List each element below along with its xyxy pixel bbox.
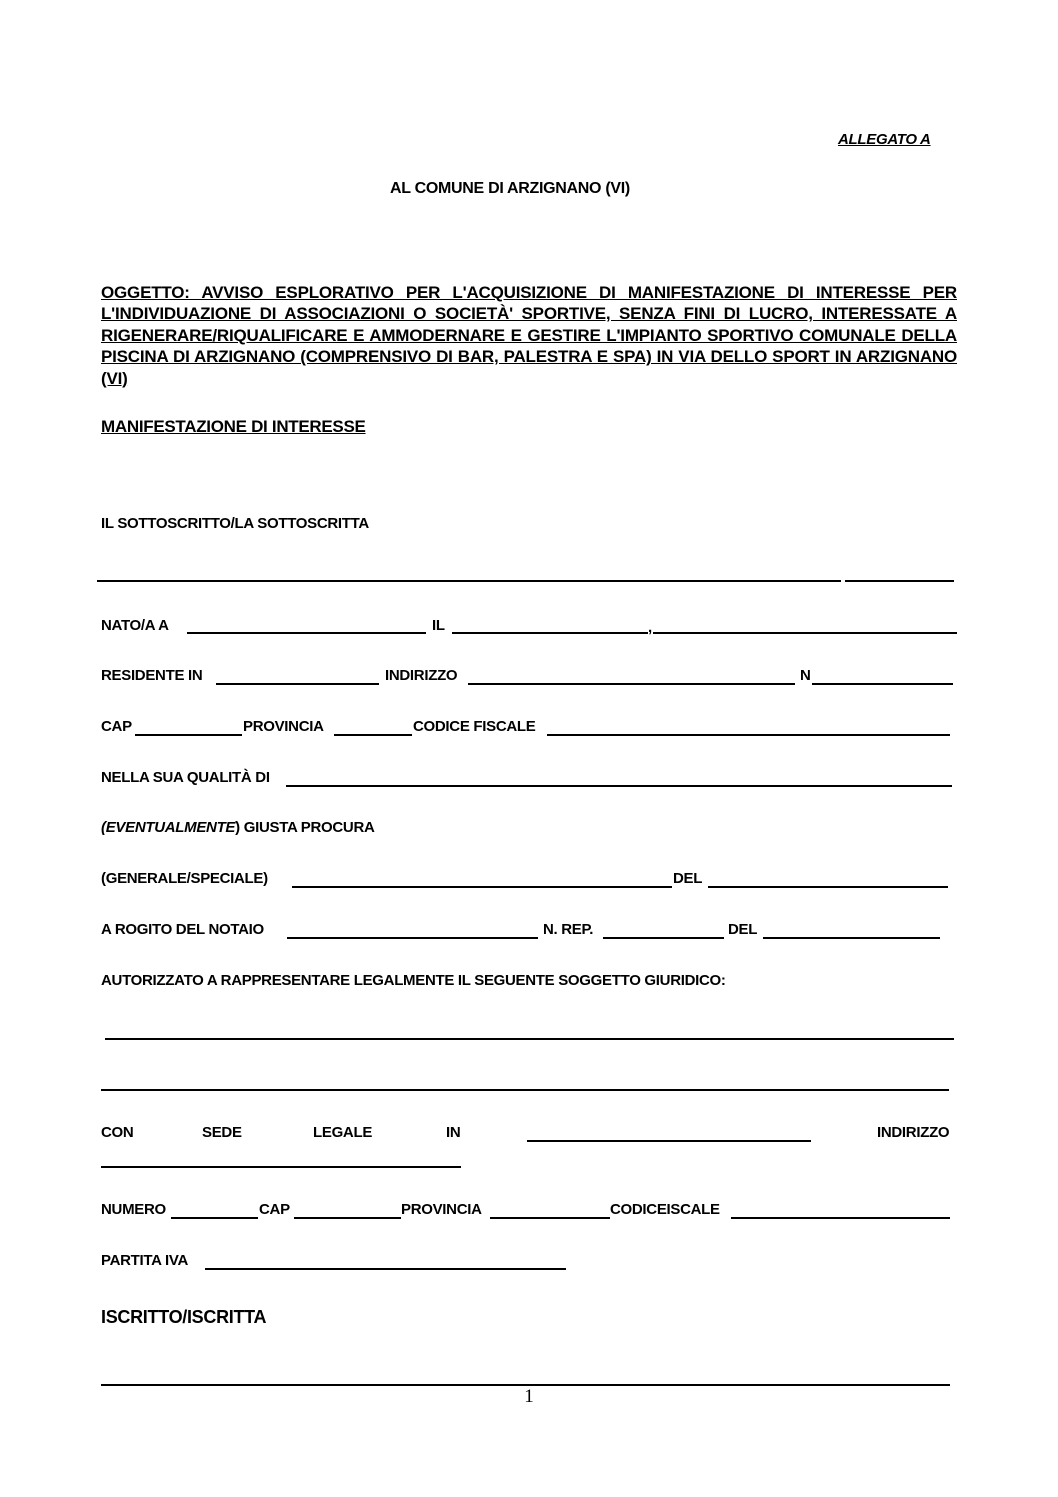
eventualmente-text: EVENTUALMENTE <box>105 819 236 836</box>
cap-field[interactable] <box>135 734 242 736</box>
procura-date-field[interactable] <box>708 886 948 888</box>
con-label: CON <box>101 1124 134 1141</box>
indirizzo-label: INDIRIZZO <box>385 667 458 684</box>
soggetto-field-2[interactable] <box>101 1089 949 1091</box>
recipient-prefix: AL <box>390 180 411 197</box>
provincia-label-2: PROVINCIA <box>401 1201 482 1218</box>
legale-label: LEGALE <box>313 1124 373 1141</box>
in-label: IN <box>446 1124 461 1141</box>
generale-speciale-label: (GENERALE/SPECIALE) <box>101 870 268 887</box>
cap-label: CAP <box>101 718 132 735</box>
birthdate-field[interactable] <box>452 632 648 634</box>
sottoscritto-label: IL SOTTOSCRITTO/LA SOTTOSCRITTA <box>101 515 369 532</box>
recipient-heading <box>390 180 630 198</box>
iscritto-label: ISCRITTO/ISCRITTA <box>101 1307 267 1327</box>
procura-label <box>101 819 375 837</box>
codiceiscale-field[interactable] <box>731 1217 950 1219</box>
n-rep-label: N. REP. <box>543 921 594 938</box>
provincia-field[interactable] <box>334 734 412 736</box>
il-label: IL <box>432 617 445 634</box>
birthplace-field[interactable] <box>187 632 426 634</box>
cap-field-2[interactable] <box>294 1217 401 1219</box>
rogito-label: A ROGITO DEL NOTAIO <box>101 921 264 938</box>
del-label: DEL <box>673 870 703 887</box>
recipient-main: COMUNE DI ARZIGNANO (VI) <box>414 180 630 197</box>
numero-label: NUMERO <box>101 1201 166 1218</box>
partita-iva-field[interactable] <box>205 1268 566 1270</box>
procura-type-field[interactable] <box>292 886 672 888</box>
subject-paragraph: OGGETTO: AVVISO ESPLORATIVO PER L'ACQUISIZIONE DI MANIFESTAZIONE DI INTERESSE PER L'INDIVIDUAZIONE DI ASSOCIAZIONI O SOCIETÀ' SPORTIVE, SENZA FINI DI LUCRO, INTERESSATE A RIGENERARE/RIQUALIFICARE E AMMODERNARE E GESTIRE L'IMPIANTO SPORTIVO COMUNALE DELLA PISCINA DI ARZIGNANO (COMPRENSIVO DI BAR, PALESTRA E SPA) IN VIA DELLO SPORT IN ARZIGNANO (VI) <box>101 283 957 388</box>
codice-fiscale-label: CODICE FISCALE <box>413 718 536 735</box>
allegato-label: ALLEGATO A <box>838 131 931 148</box>
name-field-line-2[interactable] <box>845 580 954 582</box>
cap-label-2: CAP <box>259 1201 290 1218</box>
autorizzato-label: AUTORIZZATO A RAPPRESENTARE LEGALMENTE IL SEGUENTE SOGGETTO GIURIDICO: <box>101 972 726 989</box>
birthdate-field-2[interactable] <box>653 632 957 634</box>
residente-label: RESIDENTE IN <box>101 667 203 684</box>
codiceiscale-label: CODICEISCALE <box>610 1201 720 1218</box>
indirizzo-label-2: INDIRIZZO <box>877 1124 950 1141</box>
house-number-field[interactable] <box>812 683 953 685</box>
address-field[interactable] <box>468 683 795 685</box>
n-label: N <box>800 667 811 684</box>
sede-indirizzo-field[interactable] <box>101 1166 461 1168</box>
qualita-field[interactable] <box>286 785 952 787</box>
provincia-label: PROVINCIA <box>243 718 324 735</box>
partita-iva-label: PARTITA IVA <box>101 1252 188 1269</box>
provincia-field-2[interactable] <box>490 1217 610 1219</box>
sede-label: SEDE <box>202 1124 242 1141</box>
notaio-field[interactable] <box>287 937 538 939</box>
name-field-line[interactable] <box>97 580 841 582</box>
nato-a-label: NATO/A A <box>101 617 169 634</box>
numero-field[interactable] <box>171 1217 258 1219</box>
sede-legale-field[interactable] <box>527 1140 811 1142</box>
residence-field[interactable] <box>216 683 379 685</box>
comma-sep: , <box>648 619 652 636</box>
del-label-2: DEL <box>728 921 758 938</box>
giusta-procura-text: ) GIUSTA PROCURA <box>235 819 375 836</box>
soggetto-field-1[interactable] <box>105 1038 954 1040</box>
qualita-label: NELLA SUA QUALITÀ DI <box>101 769 270 786</box>
section-title: MANIFESTAZIONE DI INTERESSE <box>101 417 366 436</box>
rogito-date-field[interactable] <box>763 937 940 939</box>
codice-fiscale-field[interactable] <box>547 734 950 736</box>
n-rep-field[interactable] <box>603 937 724 939</box>
procura-paren: ( <box>101 819 106 836</box>
page-number: 1 <box>524 1386 534 1407</box>
